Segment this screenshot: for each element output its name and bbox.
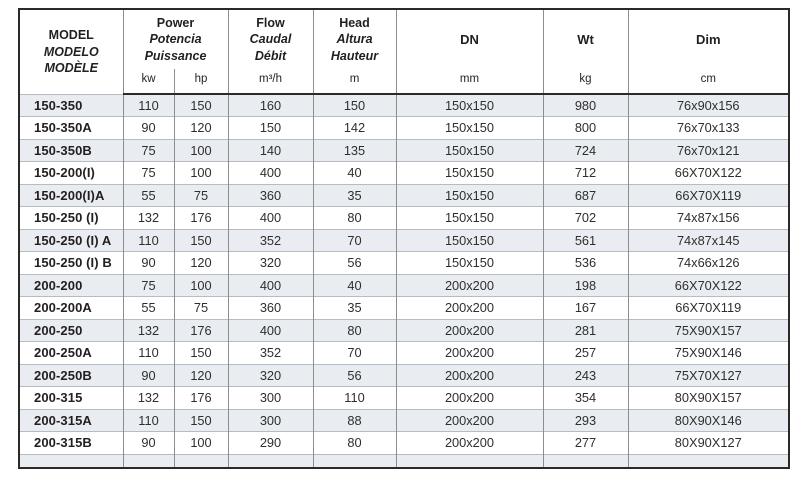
cell-wt: 293 xyxy=(543,409,628,432)
cell-flow: 360 xyxy=(228,184,313,207)
cell-dn: 200x200 xyxy=(396,297,543,320)
cell-dim: 75X90X157 xyxy=(628,319,789,342)
cell-power-kw: 90 xyxy=(123,432,174,455)
cell-power-kw: 90 xyxy=(123,364,174,387)
cell-flow: 320 xyxy=(228,252,313,275)
cell-wt: 257 xyxy=(543,342,628,365)
cell-flow: 300 xyxy=(228,387,313,410)
cell-head: 135 xyxy=(313,139,396,162)
cell-dim: 80X90X157 xyxy=(628,387,789,410)
cell-wt: 687 xyxy=(543,184,628,207)
table-row xyxy=(19,364,789,387)
table-row xyxy=(19,274,789,297)
cell-power-hp: 100 xyxy=(174,274,228,297)
cell-model: 150-250 (I) B xyxy=(19,252,123,275)
cell-wt: 702 xyxy=(543,207,628,230)
cell-head: 70 xyxy=(313,342,396,365)
cell-power-kw: 55 xyxy=(123,184,174,207)
cell-wt: 561 xyxy=(543,229,628,252)
cell-wt: 198 xyxy=(543,274,628,297)
cell-dn: 150x150 xyxy=(396,162,543,185)
wt-label: Wt xyxy=(577,31,594,47)
unit-flow: m³/h xyxy=(228,69,313,94)
cell-flow: 320 xyxy=(228,364,313,387)
cell-power-kw: 110 xyxy=(123,94,174,117)
unit-hp: hp xyxy=(174,69,228,94)
cell-flow: 300 xyxy=(228,409,313,432)
cell-model: 150-200(I) xyxy=(19,162,123,185)
cell-dn: 200x200 xyxy=(396,432,543,455)
cell-power-hp: 120 xyxy=(174,364,228,387)
pump-spec-table xyxy=(18,8,790,469)
column-header-head xyxy=(313,9,396,69)
cell-dn: 150x150 xyxy=(396,229,543,252)
table-row xyxy=(19,432,789,455)
cell-head: 56 xyxy=(313,252,396,275)
cell-dn: 150x150 xyxy=(396,252,543,275)
cell-dn: 150x150 xyxy=(396,207,543,230)
cell-flow: 400 xyxy=(228,162,313,185)
cell-flow: 140 xyxy=(228,139,313,162)
unit-kw: kw xyxy=(123,69,174,94)
cell-head: 35 xyxy=(313,297,396,320)
cell-dn: 200x200 xyxy=(396,387,543,410)
column-header-power xyxy=(123,9,228,69)
cell-power-hp: 75 xyxy=(174,184,228,207)
cell-dn: 200x200 xyxy=(396,274,543,297)
cell-model: 150-250 (I) xyxy=(19,207,123,230)
cell-dn: 150x150 xyxy=(396,117,543,140)
cell-flow: 400 xyxy=(228,274,313,297)
cell-power-kw: 55 xyxy=(123,297,174,320)
cell-head: 150 xyxy=(313,94,396,117)
cell-power-kw: 75 xyxy=(123,274,174,297)
cell-head: 80 xyxy=(313,432,396,455)
table-row xyxy=(19,162,789,185)
partial-clipped-row xyxy=(19,454,789,468)
dim-label: Dim xyxy=(695,31,721,47)
cell-power-kw: 75 xyxy=(123,162,174,185)
cell-power-kw: 132 xyxy=(123,207,174,230)
cell-head: 40 xyxy=(313,162,396,185)
cell-power-hp: 176 xyxy=(174,319,228,342)
table-row xyxy=(19,297,789,320)
cell-wt: 281 xyxy=(543,319,628,342)
cell-power-hp: 75 xyxy=(174,297,228,320)
cell-flow: 400 xyxy=(228,207,313,230)
cell-power-hp: 150 xyxy=(174,94,228,117)
cell-model: 200-315A xyxy=(19,409,123,432)
cell-wt: 354 xyxy=(543,387,628,410)
cell-head: 110 xyxy=(313,387,396,410)
dn-label: DN xyxy=(460,31,479,47)
cell-flow: 290 xyxy=(228,432,313,455)
cell-model: 200-315 xyxy=(19,387,123,410)
cell-model: 150-200(I)A xyxy=(19,184,123,207)
cell-dim: 80X90X146 xyxy=(628,409,789,432)
cell-power-hp: 100 xyxy=(174,139,228,162)
flow-label-en: Flow xyxy=(256,16,285,31)
cell-power-kw: 110 xyxy=(123,229,174,252)
unit-dn: mm xyxy=(396,69,543,94)
table-row xyxy=(19,117,789,140)
table-row xyxy=(19,342,789,365)
cell-dim: 66X70X122 xyxy=(628,274,789,297)
header-title-row xyxy=(19,9,789,69)
flow-label-fr: Débit xyxy=(254,48,287,63)
cell-power-hp: 150 xyxy=(174,342,228,365)
cell-dn: 150x150 xyxy=(396,184,543,207)
table-row xyxy=(19,184,789,207)
power-label-en: Power xyxy=(156,16,195,31)
cell-wt: 243 xyxy=(543,364,628,387)
cell-model: 150-350 xyxy=(19,94,123,117)
cell-power-hp: 176 xyxy=(174,387,228,410)
table-body xyxy=(19,94,789,468)
cell-power-kw: 132 xyxy=(123,319,174,342)
cell-head: 70 xyxy=(313,229,396,252)
cell-dim: 74x87x145 xyxy=(628,229,789,252)
column-header-flow xyxy=(228,9,313,69)
table-header xyxy=(19,9,789,94)
cell-model: 200-315B xyxy=(19,432,123,455)
cell-wt: 724 xyxy=(543,139,628,162)
unit-head: m xyxy=(313,69,396,94)
cell-model: 200-200 xyxy=(19,274,123,297)
table-row xyxy=(19,207,789,230)
cell-model: 200-250 xyxy=(19,319,123,342)
cell-power-hp: 176 xyxy=(174,207,228,230)
power-label-es: Potencia xyxy=(149,32,202,47)
cell-model: 200-250B xyxy=(19,364,123,387)
cell-flow: 400 xyxy=(228,319,313,342)
unit-wt: kg xyxy=(543,69,628,94)
cell-dn: 200x200 xyxy=(396,409,543,432)
cell-dim: 74x87x156 xyxy=(628,207,789,230)
table-row xyxy=(19,139,789,162)
cell-power-kw: 110 xyxy=(123,409,174,432)
cell-head: 142 xyxy=(313,117,396,140)
head-label-en: Head xyxy=(339,16,370,31)
cell-power-kw: 110 xyxy=(123,342,174,365)
cell-head: 88 xyxy=(313,409,396,432)
cell-dim: 76x70x133 xyxy=(628,117,789,140)
cell-wt: 712 xyxy=(543,162,628,185)
cell-power-hp: 100 xyxy=(174,432,228,455)
table-row xyxy=(19,252,789,275)
cell-head: 35 xyxy=(313,184,396,207)
cell-dn: 200x200 xyxy=(396,364,543,387)
cell-wt: 536 xyxy=(543,252,628,275)
cell-power-kw: 132 xyxy=(123,387,174,410)
cell-head: 40 xyxy=(313,274,396,297)
head-label-es: Altura xyxy=(336,32,373,47)
table-row xyxy=(19,387,789,410)
cell-wt: 980 xyxy=(543,94,628,117)
cell-power-hp: 120 xyxy=(174,117,228,140)
power-label-fr: Puissance xyxy=(144,48,207,63)
model-label-es: MODELO xyxy=(43,44,99,59)
cell-head: 80 xyxy=(313,319,396,342)
cell-dn: 150x150 xyxy=(396,94,543,117)
header-units-row xyxy=(19,69,789,94)
model-label-fr: MODÈLE xyxy=(44,60,98,75)
table-row xyxy=(19,409,789,432)
cell-dim: 66X70X119 xyxy=(628,297,789,320)
cell-model: 150-350A xyxy=(19,117,123,140)
cell-dn: 200x200 xyxy=(396,319,543,342)
table-row xyxy=(19,94,789,117)
cell-power-kw: 90 xyxy=(123,117,174,140)
cell-power-hp: 150 xyxy=(174,409,228,432)
cell-dim: 75X90X146 xyxy=(628,342,789,365)
cell-wt: 277 xyxy=(543,432,628,455)
cell-model: 200-250A xyxy=(19,342,123,365)
cell-flow: 160 xyxy=(228,94,313,117)
column-header-dn xyxy=(396,9,543,69)
cell-model: 150-350B xyxy=(19,139,123,162)
cell-power-hp: 120 xyxy=(174,252,228,275)
cell-dim: 80X90X127 xyxy=(628,432,789,455)
cell-head: 80 xyxy=(313,207,396,230)
cell-wt: 167 xyxy=(543,297,628,320)
table-row xyxy=(19,319,789,342)
cell-dim: 76x90x156 xyxy=(628,94,789,117)
cell-dn: 200x200 xyxy=(396,342,543,365)
model-label-en: MODEL xyxy=(48,28,94,43)
cell-head: 56 xyxy=(313,364,396,387)
cell-dim: 76x70x121 xyxy=(628,139,789,162)
flow-label-es: Caudal xyxy=(249,32,292,47)
cell-power-hp: 100 xyxy=(174,162,228,185)
cell-flow: 150 xyxy=(228,117,313,140)
cell-dim: 66X70X122 xyxy=(628,162,789,185)
column-header-wt xyxy=(543,9,628,69)
cell-power-kw: 90 xyxy=(123,252,174,275)
cell-wt: 800 xyxy=(543,117,628,140)
cell-flow: 360 xyxy=(228,297,313,320)
cell-model: 150-250 (I) A xyxy=(19,229,123,252)
cell-flow: 352 xyxy=(228,229,313,252)
column-header-model xyxy=(19,9,123,94)
cell-model: 200-200A xyxy=(19,297,123,320)
head-label-fr: Hauteur xyxy=(330,48,379,63)
cell-dim: 74x66x126 xyxy=(628,252,789,275)
column-header-dim xyxy=(628,9,789,69)
table-row xyxy=(19,229,789,252)
unit-dim: cm xyxy=(628,69,789,94)
cell-flow: 352 xyxy=(228,342,313,365)
cell-power-hp: 150 xyxy=(174,229,228,252)
cell-dim: 66X70X119 xyxy=(628,184,789,207)
cell-dim: 75X70X127 xyxy=(628,364,789,387)
cell-power-kw: 75 xyxy=(123,139,174,162)
cell-dn: 150x150 xyxy=(396,139,543,162)
